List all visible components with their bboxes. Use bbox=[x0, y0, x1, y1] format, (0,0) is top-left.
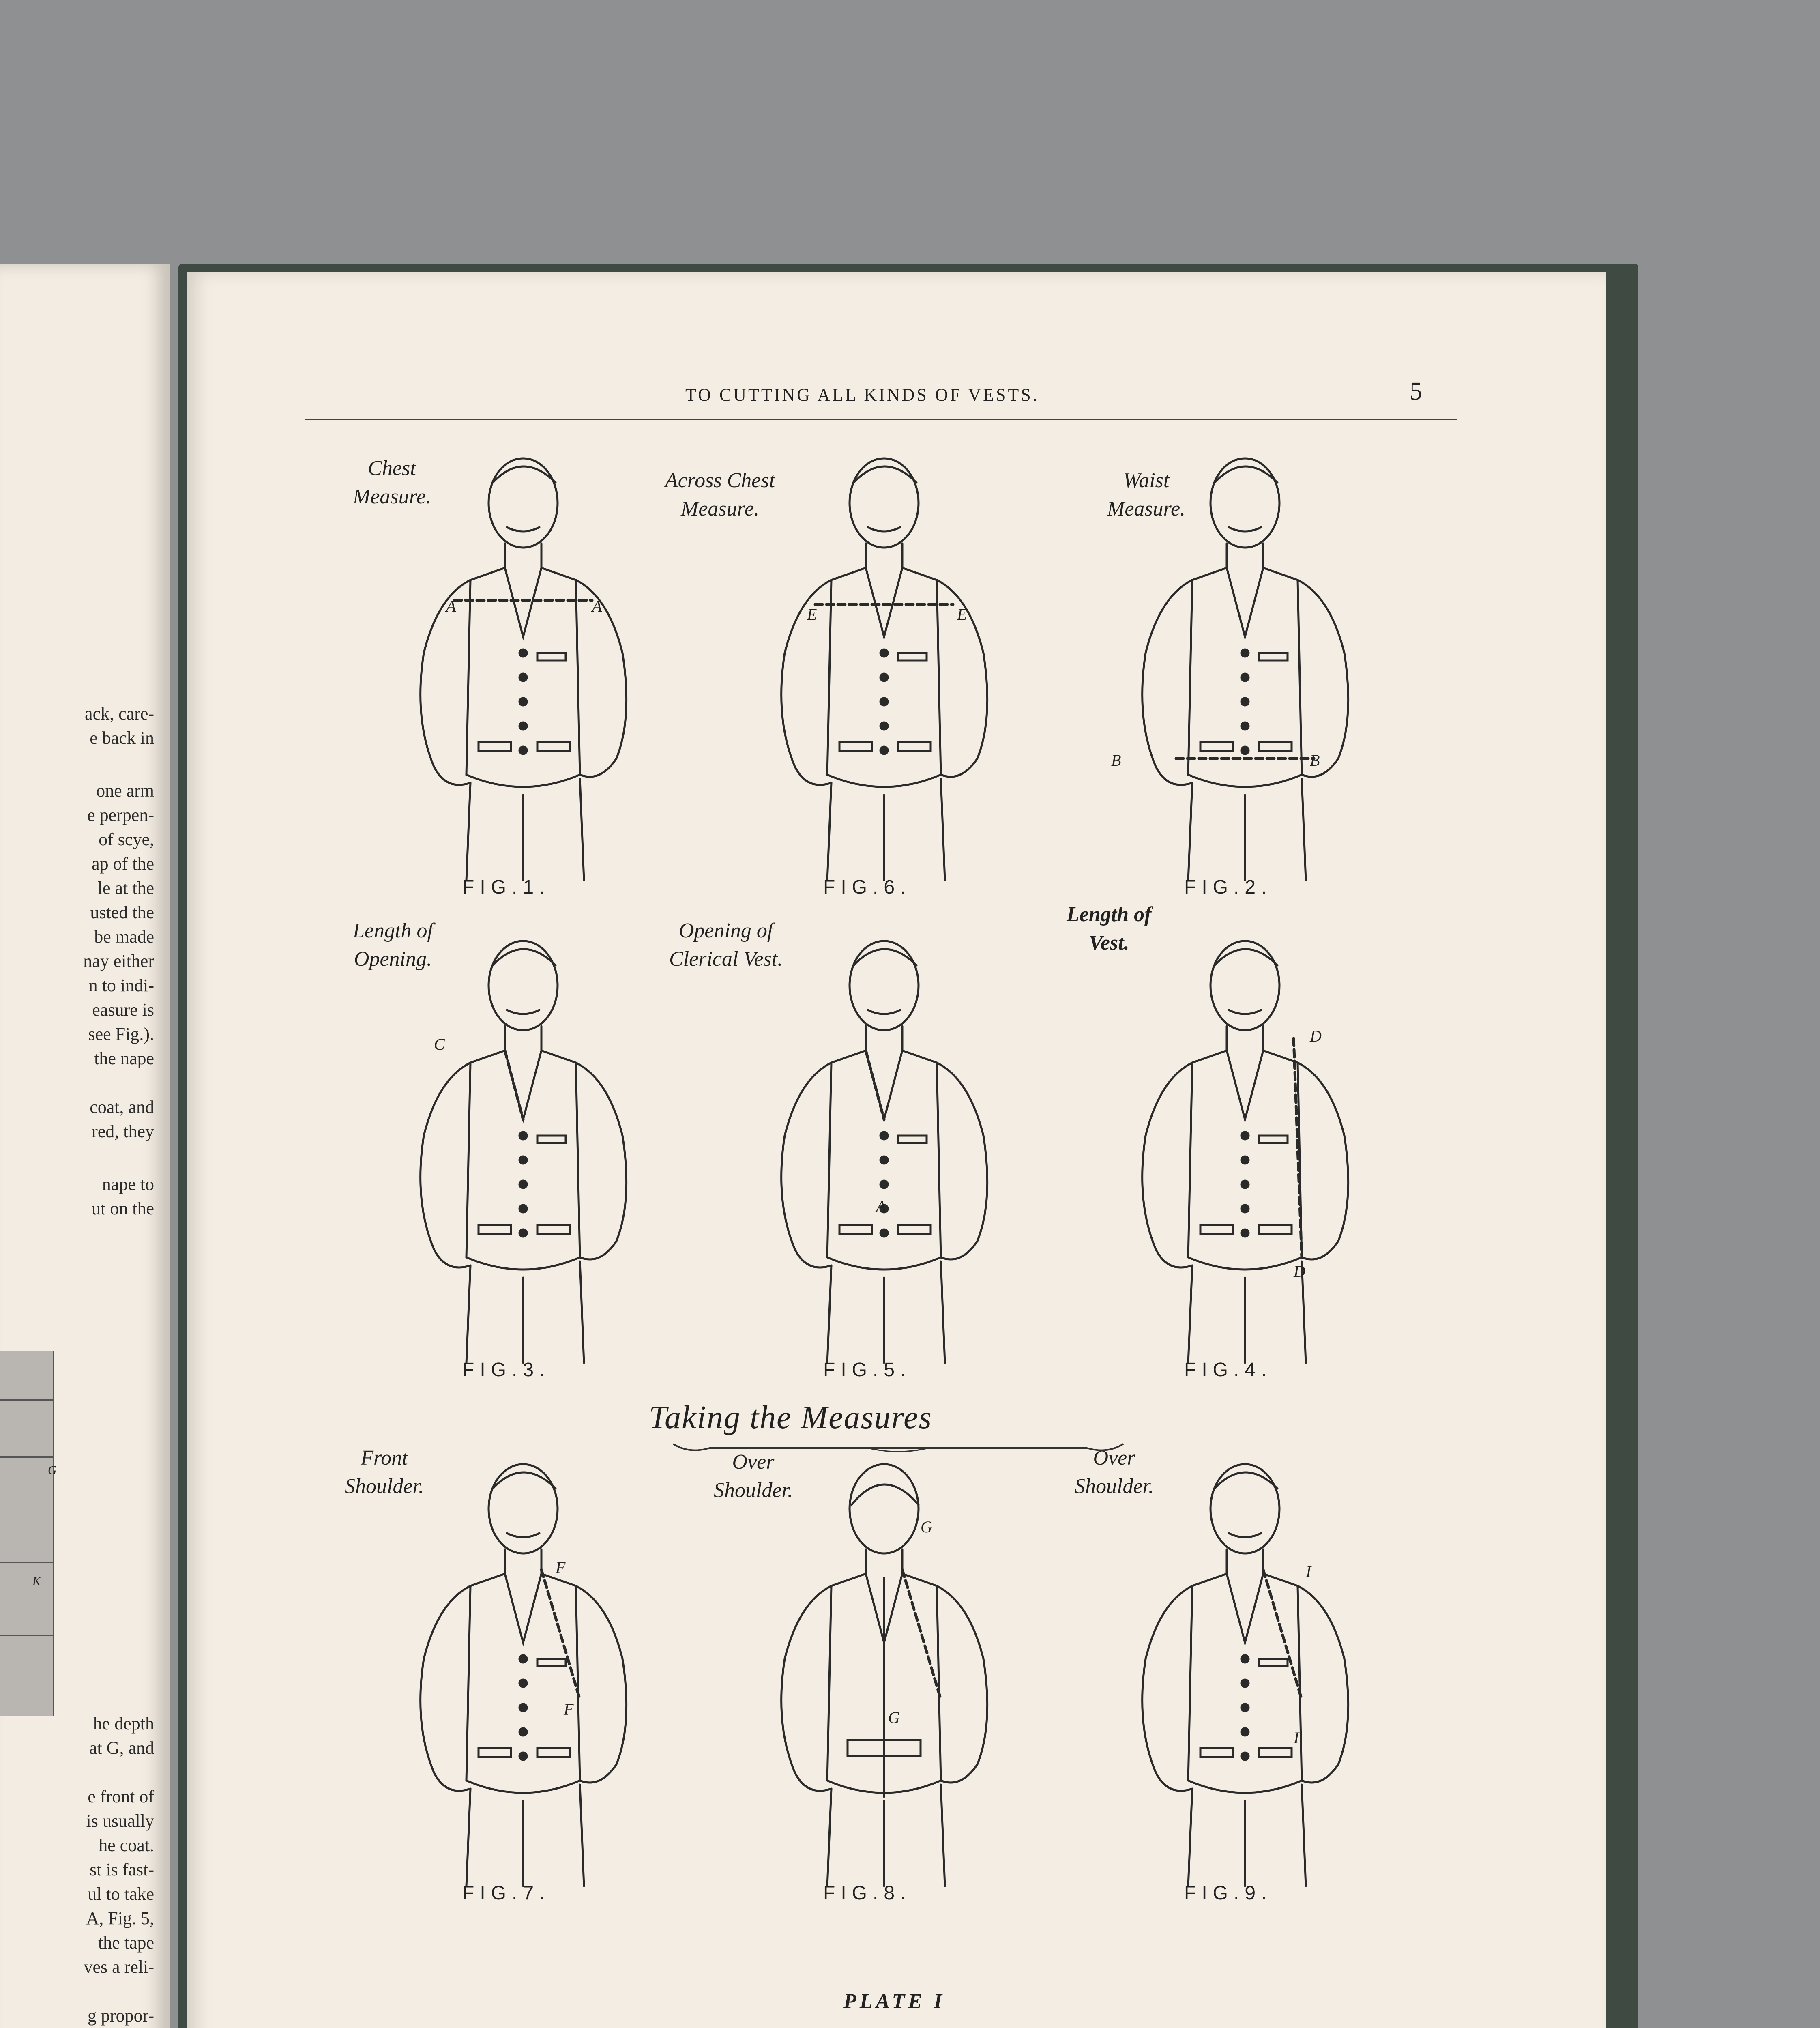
measure-point-letter: G bbox=[921, 1518, 932, 1536]
left-page-line: ul to take bbox=[88, 1884, 154, 1904]
measure-point-letter: D bbox=[1310, 1027, 1322, 1045]
vest-button bbox=[519, 722, 527, 730]
measure-point-letter: B bbox=[1310, 751, 1320, 769]
measuring-tape bbox=[902, 1570, 941, 1699]
left-page bbox=[0, 264, 170, 2028]
vest-button bbox=[519, 1728, 527, 1736]
figure-drawing bbox=[698, 909, 1062, 1395]
figure-drawing bbox=[337, 909, 702, 1395]
left-page-line: the nape bbox=[94, 1048, 154, 1068]
vest-button bbox=[519, 1181, 527, 1188]
figure-drawing bbox=[698, 1432, 1062, 1918]
figure-caption: Front Shoulder. bbox=[345, 1446, 424, 1498]
left-page-line: e perpen- bbox=[87, 805, 154, 825]
vest-button bbox=[880, 1132, 888, 1139]
figure-drawing bbox=[1058, 909, 1423, 1395]
measure-point-letter: A bbox=[592, 597, 602, 615]
figure-number-label: FIG.8. bbox=[823, 1882, 912, 1904]
figure-caption: Waist Measure. bbox=[1107, 469, 1186, 520]
left-figure-letter-g: G bbox=[48, 1463, 57, 1477]
measure-point-letter: F bbox=[564, 1700, 574, 1719]
measuring-tape bbox=[866, 1051, 884, 1119]
measure-point-letter: I bbox=[1294, 1729, 1299, 1747]
running-head: TO CUTTING ALL KINDS OF VESTS. bbox=[685, 385, 1039, 405]
vest-button bbox=[519, 1704, 527, 1711]
left-page-line: be made bbox=[94, 927, 154, 947]
left-page-line: easure is bbox=[92, 1000, 154, 1020]
figure-drawing bbox=[1058, 1432, 1423, 1918]
figure-number-label: FIG.7. bbox=[462, 1882, 551, 1904]
figure-5 bbox=[669, 909, 1062, 1395]
vest-button bbox=[880, 674, 888, 681]
plate-label: PLATE I bbox=[843, 1990, 946, 2013]
vest-button bbox=[1241, 674, 1249, 681]
measuring-tape bbox=[1263, 1570, 1302, 1699]
measure-point-letter: E bbox=[957, 605, 967, 623]
left-page-line: of scye, bbox=[99, 829, 154, 849]
left-page-line: usted the bbox=[90, 902, 154, 922]
vest-button bbox=[519, 1655, 527, 1663]
vest-button bbox=[880, 698, 888, 705]
left-page-line: ves a reli- bbox=[84, 1957, 154, 1977]
figure-number-label: FIG.6. bbox=[823, 877, 912, 898]
vest-button bbox=[519, 1680, 527, 1687]
figure-number-label: FIG.2. bbox=[1184, 877, 1273, 898]
left-page-line: at G, and bbox=[89, 1738, 154, 1758]
vest-button bbox=[1241, 1181, 1249, 1188]
vest-button bbox=[1241, 747, 1249, 754]
measure-point-letter: F bbox=[556, 1558, 566, 1577]
title-flourish bbox=[665, 1440, 1131, 1456]
left-page-line: nape to bbox=[102, 1174, 154, 1194]
figure-number-label: FIG.4. bbox=[1184, 1359, 1273, 1381]
header-rule bbox=[305, 419, 1457, 420]
figure-caption: Over Shoulder. bbox=[714, 1450, 793, 1502]
vest-button bbox=[1241, 1132, 1249, 1139]
left-page-figure bbox=[0, 1351, 54, 1716]
left-page-line: ack, care- bbox=[85, 704, 154, 724]
left-page-line: ut on the bbox=[92, 1199, 154, 1218]
vest-button bbox=[519, 698, 527, 705]
figure-drawing bbox=[337, 1432, 702, 1918]
figure-caption: Length of Vest. bbox=[1067, 903, 1152, 954]
vest-button bbox=[880, 649, 888, 657]
measure-point-letter: A bbox=[446, 597, 456, 615]
vest-button bbox=[519, 747, 527, 754]
left-page-line: n to indi- bbox=[88, 975, 154, 995]
vest-button bbox=[519, 649, 527, 657]
figure-1 bbox=[337, 426, 702, 913]
vest-button bbox=[880, 1156, 888, 1164]
figure-number-label: FIG.5. bbox=[823, 1359, 912, 1381]
vest-button bbox=[1241, 649, 1249, 657]
figure-7 bbox=[337, 1432, 702, 1918]
vest-button bbox=[1241, 1728, 1249, 1736]
figure-number-label: FIG.1. bbox=[462, 877, 551, 898]
left-page-line: nay either bbox=[83, 951, 154, 971]
measure-point-letter: I bbox=[1306, 1562, 1311, 1581]
vest-button bbox=[880, 747, 888, 754]
figure-number-label: FIG.9. bbox=[1184, 1882, 1273, 1904]
vest-button bbox=[1241, 698, 1249, 705]
left-page-line: le at the bbox=[97, 878, 154, 898]
measure-point-letter: D bbox=[1294, 1262, 1305, 1280]
vest-button bbox=[519, 1132, 527, 1139]
left-page-line: coat, and bbox=[90, 1097, 154, 1117]
figure-caption: Across Chest Measure. bbox=[665, 469, 775, 520]
vest-button bbox=[519, 1229, 527, 1237]
figure-2 bbox=[665, 426, 1062, 913]
left-figure-letter-k: K bbox=[32, 1575, 41, 1588]
measure-point-letter: C bbox=[434, 1035, 445, 1053]
vest-button bbox=[880, 722, 888, 730]
vest-button bbox=[519, 674, 527, 681]
left-page-line: e front of bbox=[88, 1787, 154, 1807]
left-page-line: A, Fig. 5, bbox=[86, 1908, 154, 1928]
vest-button bbox=[880, 1229, 888, 1237]
left-page-line: see Fig.). bbox=[88, 1024, 154, 1044]
vest-button bbox=[1241, 722, 1249, 730]
figure-number-label: FIG.3. bbox=[462, 1359, 551, 1381]
main-page bbox=[187, 272, 1606, 2028]
figure-9 bbox=[1058, 1432, 1423, 1918]
measure-point-letter: B bbox=[1111, 751, 1121, 769]
measure-point-letter: G bbox=[888, 1708, 900, 1727]
left-page-line: ap of the bbox=[92, 854, 154, 874]
left-page-line: st is fast- bbox=[90, 1860, 154, 1880]
figure-8 bbox=[698, 1432, 1062, 1918]
figure-caption: Chest Measure. bbox=[353, 457, 431, 508]
vest-button bbox=[1241, 1753, 1249, 1760]
left-page-line: the tape bbox=[98, 1933, 154, 1953]
vest-button bbox=[1241, 1205, 1249, 1212]
measuring-tape bbox=[505, 1051, 523, 1119]
vest-button bbox=[1241, 1704, 1249, 1711]
figure-4 bbox=[337, 909, 702, 1395]
left-page-line: he coat. bbox=[99, 1835, 154, 1855]
vest-button bbox=[1241, 1229, 1249, 1237]
vest-button bbox=[519, 1156, 527, 1164]
left-page-line: is usually bbox=[86, 1811, 154, 1831]
figure-caption: Opening of Clerical Vest. bbox=[669, 919, 783, 971]
measure-point-letter: E bbox=[807, 605, 817, 623]
figure-caption: Length of Opening. bbox=[353, 919, 433, 971]
vest-button bbox=[519, 1753, 527, 1760]
figure-3 bbox=[1058, 426, 1423, 913]
left-page-line: he depth bbox=[93, 1714, 154, 1734]
left-page-line: g propor- bbox=[87, 2006, 154, 2026]
vest-button bbox=[1241, 1156, 1249, 1164]
left-page-line: e back in bbox=[90, 728, 154, 748]
section-title: Taking the Measures bbox=[649, 1400, 932, 1435]
figure-6 bbox=[1058, 903, 1423, 1395]
vest-button bbox=[880, 1181, 888, 1188]
vest-button bbox=[1241, 1655, 1249, 1663]
vest-button bbox=[1241, 1680, 1249, 1687]
left-page-line: red, they bbox=[92, 1121, 154, 1141]
left-page-line: one arm bbox=[96, 781, 154, 801]
vest-button bbox=[519, 1205, 527, 1212]
page-number: 5 bbox=[1410, 378, 1422, 405]
measure-point-letter: A bbox=[876, 1197, 886, 1216]
measuring-tape bbox=[541, 1570, 580, 1699]
figure-caption: Over Shoulder. bbox=[1075, 1446, 1154, 1498]
